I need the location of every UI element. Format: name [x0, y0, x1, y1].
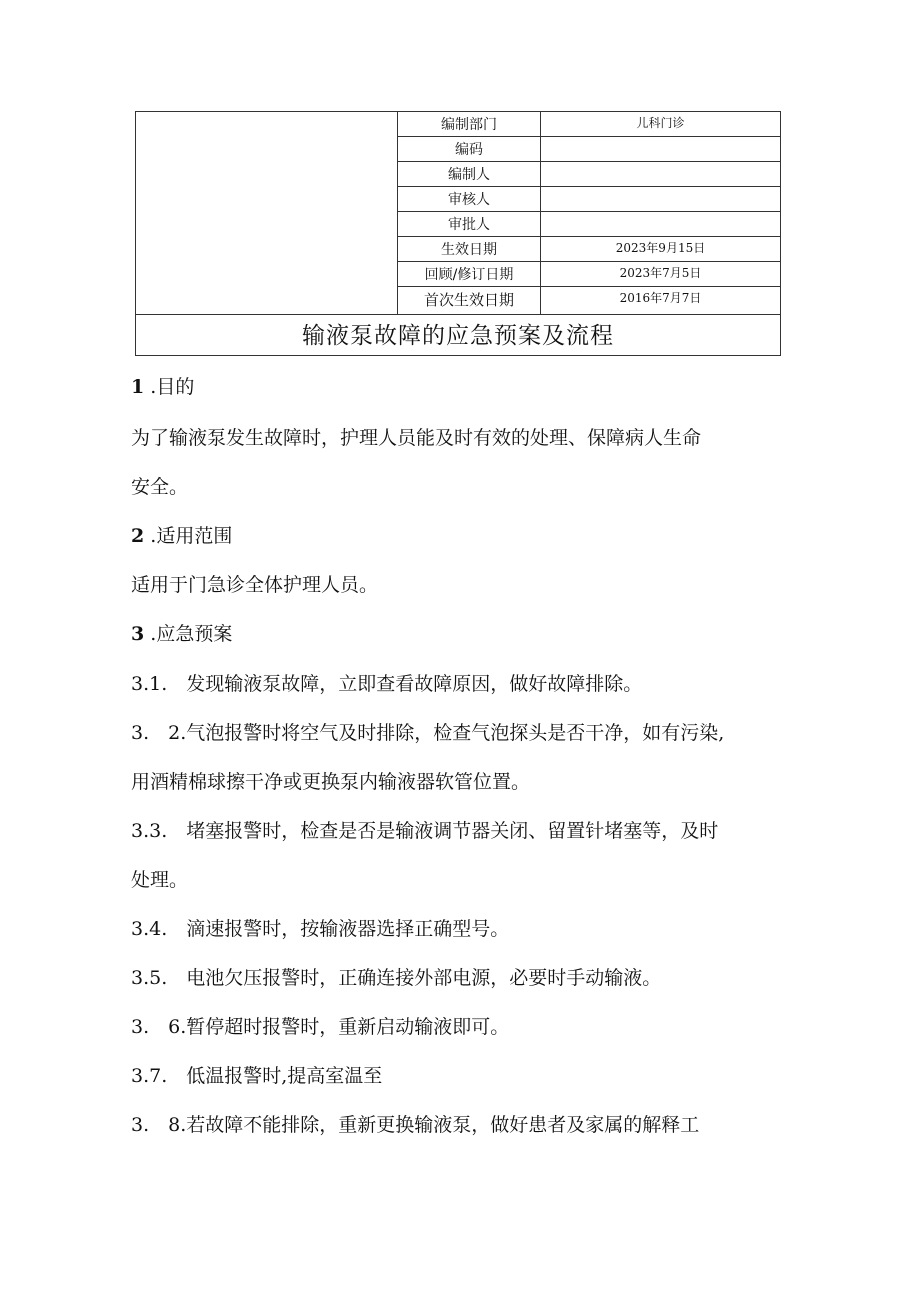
meta-value — [541, 162, 780, 186]
meta-row-department — [398, 112, 780, 137]
list-item-continuation: 用酒精棉球擦干净或更换泵内输液器软管位置。 — [131, 771, 531, 793]
meta-label: 编制部门 — [398, 112, 541, 136]
meta-label: 编码 — [398, 137, 541, 161]
list-item: 3. 2.气泡报警时将空气及时排除，检查气泡探头是否干净，如有污染, — [131, 722, 725, 744]
meta-value: 2023年9月15日 — [615, 241, 706, 255]
meta-row-code — [398, 137, 780, 162]
section-title: .目的 — [150, 376, 195, 398]
list-item: 3.3. 堵塞报警时，检查是否是输液调节器关闭、留置针堵塞等，及时 — [131, 820, 719, 842]
meta-label: 审批人 — [398, 212, 541, 236]
meta-label: 审核人 — [398, 187, 541, 211]
list-item: 3.1. 发现输液泵故障，立即查看故障原因，做好故障排除。 — [131, 673, 643, 695]
section-title: .应急预案 — [150, 623, 233, 645]
paragraph-line: 为了输液泵发生故障时，护理人员能及时有效的处理、保障病人生命 — [131, 427, 702, 449]
list-item: 3.7. 低温报警时,提高室温至 — [131, 1065, 383, 1087]
meta-row-reviewer — [398, 187, 780, 212]
meta-label: 编制人 — [398, 162, 541, 186]
logo-cell — [136, 112, 398, 314]
meta-label: 首次生效日期 — [398, 287, 541, 314]
meta-value — [541, 137, 780, 161]
list-item: 3. 8.若故障不能排除，重新更换输液泵，做好患者及家属的解释工 — [131, 1114, 700, 1136]
meta-row-first-effective-date — [398, 287, 780, 314]
section-number: 3 — [131, 623, 145, 645]
paragraph-line: 适用于门急诊全体护理人员。 — [131, 574, 379, 596]
section-number: 1 — [131, 376, 145, 398]
section-heading-purpose — [131, 374, 194, 400]
section-heading-scope — [131, 523, 232, 549]
section-number: 2 — [131, 525, 145, 547]
list-item: 3.4. 滴速报警时，按输液器选择正确型号。 — [131, 918, 510, 940]
meta-row-effective-date — [398, 237, 780, 262]
meta-label: 回顾/修订日期 — [398, 262, 541, 286]
document-title: 输液泵故障的应急预案及流程 — [136, 314, 780, 355]
section-title: .适用范围 — [150, 525, 233, 547]
meta-value: 2016年7月7日 — [619, 291, 702, 305]
list-item: 3.5. 电池欠压报警时，正确连接外部电源，必要时手动输液。 — [131, 967, 662, 989]
meta-value: 儿科门诊 — [636, 116, 685, 130]
meta-value — [541, 187, 780, 211]
meta-row-author — [398, 162, 780, 187]
meta-label: 生效日期 — [398, 237, 541, 261]
paragraph-line: 安全。 — [131, 476, 189, 498]
list-item: 3. 6.暂停超时报警时，重新启动输液即可。 — [131, 1016, 510, 1038]
meta-value — [541, 212, 780, 236]
list-item-continuation: 处理。 — [131, 869, 189, 891]
section-heading-plan — [131, 621, 232, 647]
meta-value: 2023年7月5日 — [619, 266, 702, 280]
meta-row-approver — [398, 212, 780, 237]
meta-row-review-date — [398, 262, 780, 287]
document-header-table — [135, 111, 781, 356]
